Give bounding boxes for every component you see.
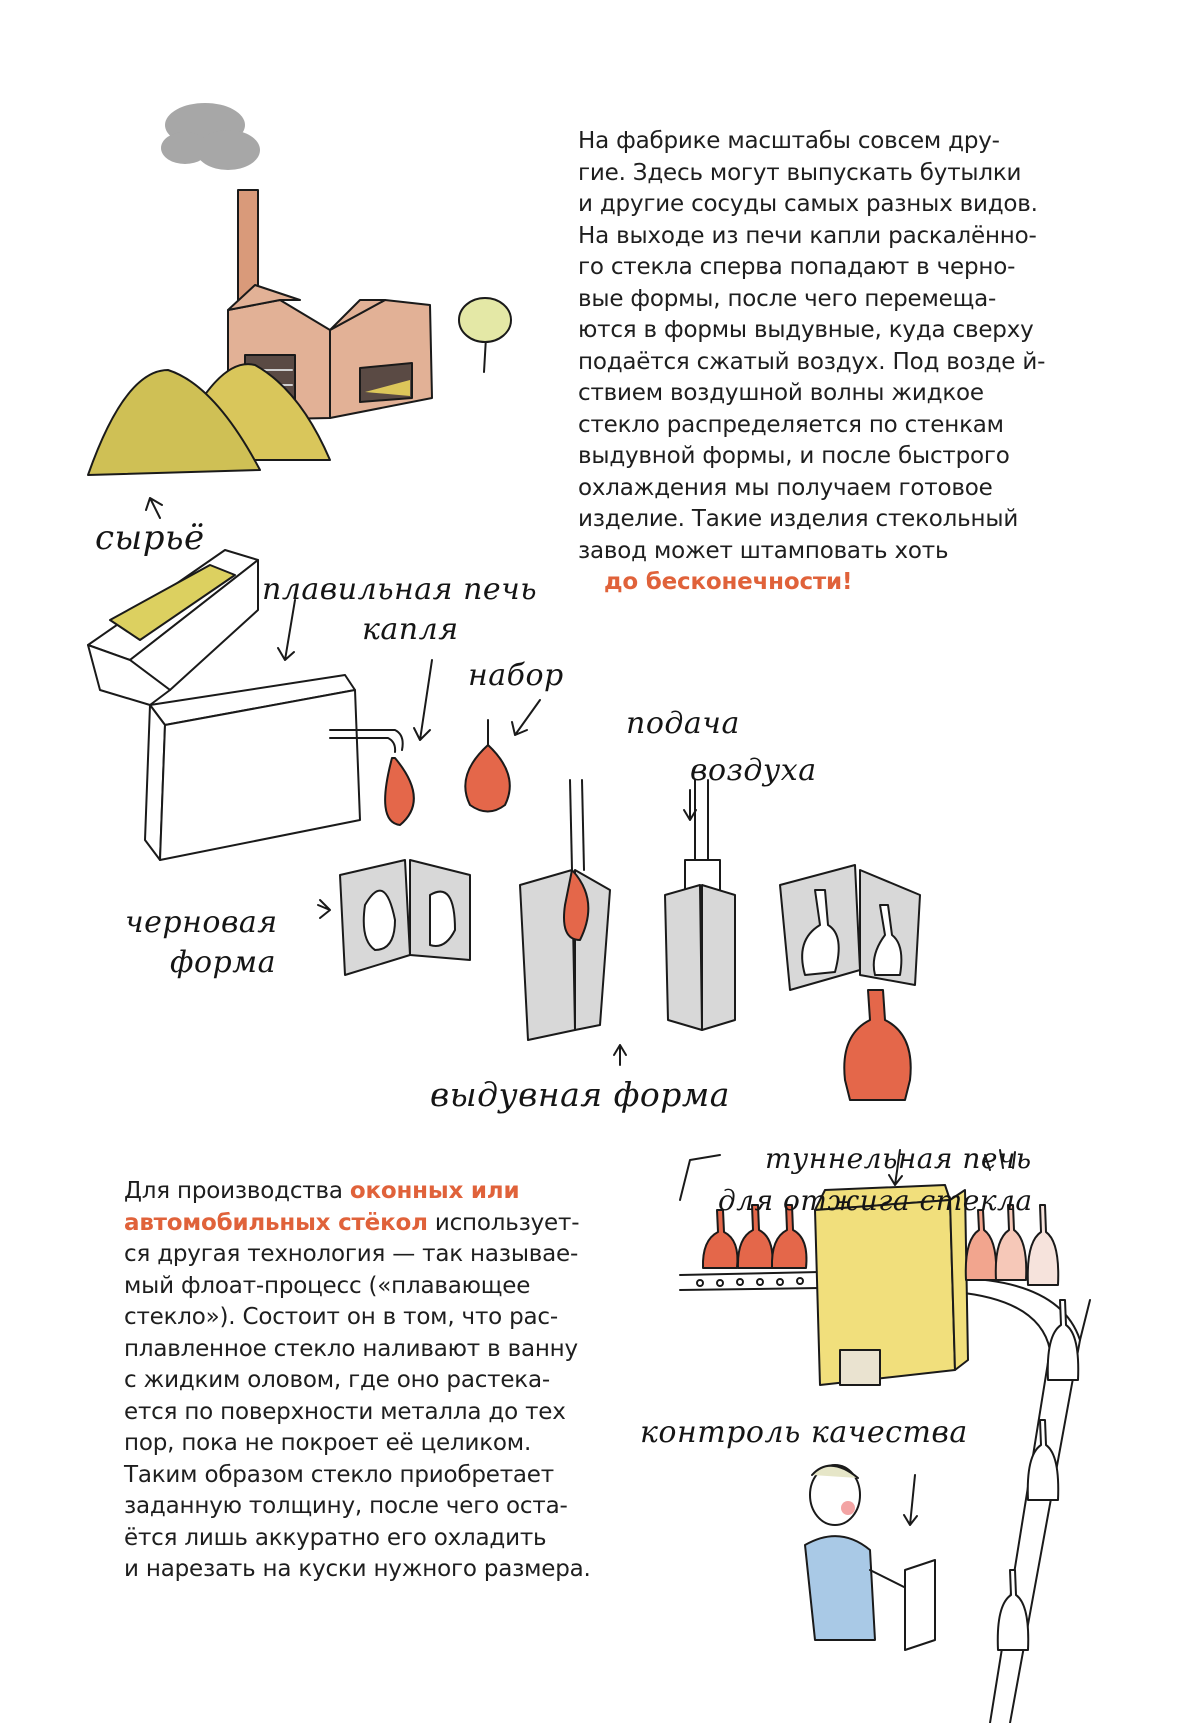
text-line: изделие. Такие изделия стекольный [578,506,1019,532]
text-line: завод может штамповать хоть [578,537,949,564]
opened-mold [780,865,920,990]
text-line: подаётся сжатый воздух. Под возде й- [578,348,1046,375]
text-line: вые формы, после чего перемеща- [578,285,997,312]
label-gather: набор [468,658,564,693]
text-line: ется по поверхности металла до тех [124,1398,566,1425]
text-line [124,1208,624,1240]
text-line: ётся лишь аккуратно его охладить [124,1524,547,1551]
top-paragraph [578,126,1058,599]
text-line: стекло распределяется по стенкам [578,411,1004,438]
label-lehr-1: туннельная печь [765,1142,1032,1175]
highlight-text: автомобильных стёкол [124,1209,428,1236]
text-line: На фабрике масштабы совсем дру- [578,128,1000,154]
text-line: заданную толщину, после чего оста- [124,1493,568,1519]
finished-bottle [844,990,910,1100]
plain-text: Для производства [124,1178,350,1204]
text-line: и другие сосуды самых разных видов. [578,191,1038,217]
text-line: Таким образом стекло приобретает [124,1461,554,1488]
plain-text: использует- [427,1209,580,1236]
text-line: охлаждения мы получаем готовое [578,474,993,501]
text-line: стекло»). Состоит он в том, что рас- [124,1304,558,1330]
smoke-cloud [161,103,260,170]
text-line: ся другая технология — так называе- [124,1241,579,1267]
highlight-text: оконных или [349,1178,520,1204]
worker [805,1465,935,1650]
label-blank-mold-1: черновая [125,905,278,940]
text-line: гие. Здесь могут выпускать бутылки [578,159,1022,186]
blow-mold-closed [665,780,735,1030]
label-air-2: воздуха [690,753,817,788]
text-line: пор, пока не покроет её целиком. [124,1430,532,1456]
text-line: мый флоат-процесс («плавающее [124,1272,531,1299]
label-air-1: подача [626,706,740,741]
text-line: На выходе из печи капли раскалённо- [578,222,1037,249]
label-raw: сырьё [95,518,205,558]
label-furnace: плавильная печь [262,572,538,607]
glass-drop [385,758,414,825]
label-drop: капля [362,612,459,647]
text-line: го стекла сперва попадают в черно- [578,254,1016,280]
highlight-text: до бесконечности! [604,569,853,595]
text-line: с жидким оловом, где оно растека- [124,1367,550,1393]
text-line: ствием воздушной волны жидкое [578,380,984,406]
tree [459,298,511,372]
cooling-bottles [966,1205,1078,1650]
text-line: и нарезать на куски нужного размера. [124,1556,591,1582]
blow-mold-open [520,780,610,1040]
label-blank-mold-2: форма [170,945,277,980]
label-quality: контроль качества [640,1415,968,1450]
text-line [124,1176,624,1208]
glass-gob [465,745,509,812]
label-lehr-2: для отжига стекла [718,1184,1033,1217]
bottom-paragraph [124,1176,624,1586]
text-line: плавленное стекло наливают в ванну [124,1335,578,1362]
text-line: ются в формы выдувные, куда сверху [578,317,1034,343]
label-blow-mold: выдувная форма [430,1075,730,1114]
blank-mold [340,860,470,975]
text-line: выдувной формы, и после быстрого [578,443,1010,469]
